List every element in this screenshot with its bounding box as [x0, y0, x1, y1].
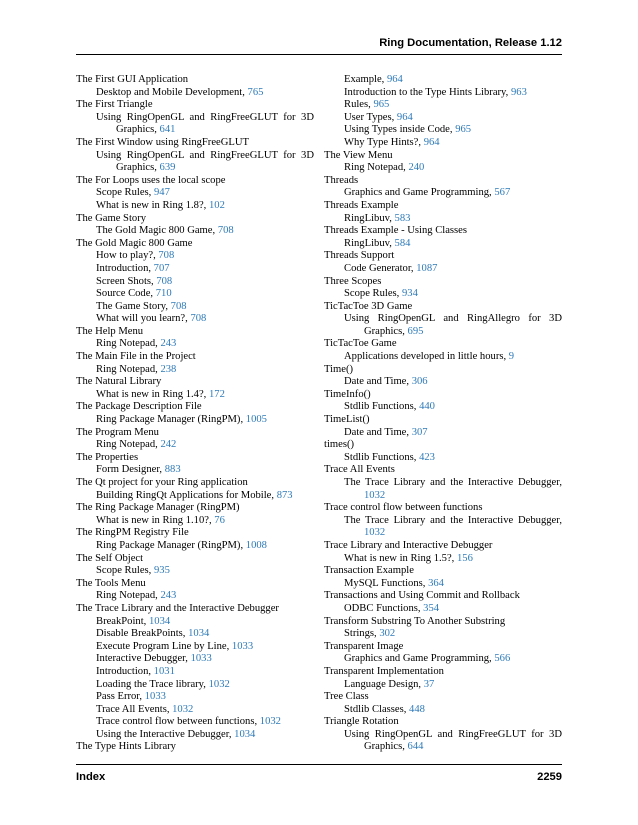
entry-text: Form Designer,	[96, 464, 165, 476]
entry-text: Transparent Image	[324, 640, 404, 652]
index-subentry	[324, 87, 562, 100]
page-link[interactable]: 1032	[364, 489, 386, 501]
entry-text: Stdlib Functions,	[344, 401, 420, 413]
page-link[interactable]: 9	[508, 351, 515, 363]
page-link[interactable]: 965	[455, 124, 472, 136]
index-subentry	[76, 150, 314, 175]
entry-text: Using the Interactive Debugger,	[96, 728, 235, 740]
document-title: Ring Documentation, Release 1.12	[379, 37, 562, 49]
entry-text: Ring Notepad,	[344, 162, 409, 174]
entry-text: The Main File in the Project	[76, 351, 196, 363]
index-subentry	[76, 628, 314, 641]
index-term	[324, 716, 562, 729]
entry-text: Using Types inside Code,	[344, 124, 456, 136]
page-link[interactable]: 873	[276, 489, 293, 501]
page-link[interactable]: 302	[379, 628, 396, 640]
page-link[interactable]: 641	[159, 124, 176, 136]
entry-text: Trace control flow between functions,	[96, 716, 260, 728]
index-subentry	[76, 112, 314, 137]
entry-text: ODBC Functions,	[344, 602, 424, 614]
page-link[interactable]: 708	[217, 225, 234, 237]
entry-text: Threads	[324, 174, 359, 186]
page-link[interactable]: 708	[190, 313, 207, 325]
index-term	[76, 527, 314, 540]
page-link[interactable]: 707	[153, 262, 170, 274]
index-subentry	[324, 515, 562, 540]
page-link[interactable]: 964	[396, 111, 413, 123]
page-header	[76, 36, 562, 55]
entry-text: Threads Example - Using Classes	[324, 225, 467, 237]
page-link[interactable]: 1034	[188, 628, 210, 640]
entry-text: The Self Object	[76, 552, 144, 564]
entry-text: Introduction to the Type Hints Library,	[344, 86, 511, 98]
page-link[interactable]: 639	[159, 162, 176, 174]
index-term	[324, 464, 562, 477]
index-subentry	[76, 679, 314, 692]
index-term	[324, 175, 562, 188]
entry-text: What will you learn?,	[96, 313, 191, 325]
index-term	[76, 741, 314, 754]
index-term	[76, 376, 314, 389]
index-term	[76, 603, 314, 616]
entry-text: Code Generator,	[344, 262, 417, 274]
page-link[interactable]: 306	[411, 376, 428, 388]
index-subentry	[76, 364, 314, 377]
entry-text: Screen Shots,	[96, 275, 157, 287]
entry-text: Three Scopes	[324, 275, 382, 287]
entry-text: The Natural Library	[76, 376, 162, 388]
entry-text: Ring Notepad,	[96, 338, 161, 350]
index-subentry	[76, 464, 314, 477]
index-subentry	[76, 301, 314, 314]
index-subentry	[76, 716, 314, 729]
index-term	[76, 74, 314, 87]
entry-text: Example,	[344, 74, 387, 85]
entry-text: Stdlib Functions,	[344, 451, 420, 463]
index-subentry	[324, 187, 562, 200]
page-link[interactable]: 1005	[245, 414, 267, 426]
index-subentry	[324, 351, 562, 364]
entry-text: RingLibuv,	[344, 212, 395, 224]
page-link[interactable]: 566	[494, 653, 511, 665]
page-link[interactable]: 695	[407, 325, 424, 337]
page-link[interactable]: 1032	[364, 527, 386, 539]
index-term	[76, 238, 314, 251]
index-subentry	[76, 641, 314, 654]
index-subentry	[76, 225, 314, 238]
page-footer	[76, 764, 562, 785]
index-subentry	[324, 452, 562, 465]
entry-text: TimeInfo()	[324, 388, 371, 400]
index-subentry	[76, 616, 314, 629]
index-subentry	[76, 313, 314, 326]
entry-text: TicTacToe Game	[324, 338, 397, 350]
index-term	[324, 414, 562, 427]
entry-text: Scope Rules,	[96, 187, 154, 199]
page-link[interactable]: 1034	[234, 728, 256, 740]
index-subentry	[324, 99, 562, 112]
index-subentry	[76, 276, 314, 289]
entry-text: Transparent Implementation	[324, 665, 444, 677]
index-term	[324, 565, 562, 578]
index-subentry	[76, 590, 314, 603]
entry-text: Applications developed in little hours,	[344, 351, 509, 363]
entry-text: Threads Support	[324, 250, 395, 262]
index-subentry	[76, 200, 314, 213]
index-term	[76, 452, 314, 465]
entry-text: BreakPoint,	[96, 615, 149, 627]
entry-text: The Qt project for your Ring application	[76, 477, 248, 488]
index-subentry	[324, 112, 562, 125]
page-link[interactable]: 238	[160, 363, 177, 375]
index-subentry	[76, 565, 314, 578]
index-column-left	[76, 74, 314, 754]
index-subentry	[324, 288, 562, 301]
index-term	[324, 389, 562, 402]
index-subentry	[324, 653, 562, 666]
page-link[interactable]: 172	[208, 388, 225, 400]
entry-text: Time()	[324, 363, 354, 375]
entry-text: The View Menu	[324, 149, 393, 161]
page-link[interactable]: 354	[423, 602, 440, 614]
index-subentry	[324, 74, 562, 87]
index-subentry	[76, 187, 314, 200]
entry-text: Using RingOpenGL and RingFreeGLUT for 3D Graphics,	[96, 149, 314, 174]
index-subentry	[76, 288, 314, 301]
index-subentry	[324, 238, 562, 251]
index-subentry	[324, 729, 562, 754]
entry-text: RingLibuv,	[344, 237, 395, 249]
index-subentry	[76, 263, 314, 276]
entry-text: Loading the Trace library,	[96, 678, 209, 690]
index-term	[324, 590, 562, 603]
index-subentry	[324, 679, 562, 692]
entry-text: Trace control flow between functions	[324, 502, 483, 514]
entry-text: Date and Time,	[344, 376, 412, 388]
page-link[interactable]: 1034	[148, 615, 171, 627]
entry-text: Introduction,	[96, 262, 154, 274]
entry-text: Language Design,	[344, 678, 424, 690]
index-subentry	[324, 376, 562, 389]
page-link[interactable]: 708	[156, 275, 173, 287]
index-term	[324, 616, 562, 629]
entry-text: What is new in Ring 1.5?,	[344, 552, 457, 564]
index-subentry	[76, 704, 314, 717]
index-term	[324, 150, 562, 163]
entry-text: Ring Notepad,	[96, 439, 161, 451]
page-link[interactable]: 708	[158, 250, 175, 262]
entry-text: Why Type Hints?,	[344, 136, 424, 148]
index-term	[324, 276, 562, 289]
page-link[interactable]: 584	[394, 237, 411, 249]
entry-text: User Types,	[344, 111, 397, 123]
footer-section-label: Index	[76, 771, 106, 783]
page-link[interactable]: 964	[423, 136, 440, 148]
entry-text: Transaction Example	[324, 565, 414, 577]
index-term	[76, 427, 314, 440]
index-term	[76, 213, 314, 226]
page-link[interactable]: 37	[423, 678, 435, 690]
index-subentry	[324, 124, 562, 137]
entry-text: The Properties	[76, 451, 139, 463]
index-subentry	[76, 87, 314, 100]
entry-text: Trace All Events,	[96, 703, 173, 715]
entry-text: Rules,	[344, 99, 374, 111]
entry-text: Building RingQt Applications for Mobile,	[96, 489, 277, 501]
index-term	[324, 301, 562, 314]
index-subentry	[324, 628, 562, 641]
index-term	[76, 401, 314, 414]
entry-text: MySQL Functions,	[344, 577, 429, 589]
page-link[interactable]: 243	[160, 338, 177, 350]
index-subentry	[324, 427, 562, 440]
entry-text: Disable BreakPoints,	[96, 628, 189, 640]
entry-text: Threads Example	[324, 199, 399, 211]
index-subentry	[76, 729, 314, 742]
index-subentry	[324, 704, 562, 717]
entry-text: What is new in Ring 1.8?,	[96, 199, 209, 211]
index-term	[324, 250, 562, 263]
index-term	[324, 364, 562, 377]
index-term	[76, 137, 314, 150]
entry-text: The For Loops uses the local scope	[76, 174, 226, 186]
entry-text: Transform Substring To Another Substring	[324, 615, 506, 627]
page-link[interactable]: 963	[510, 86, 527, 98]
page-link[interactable]: 102	[208, 199, 225, 211]
entry-text: Date and Time,	[344, 426, 412, 438]
page-link[interactable]: 1008	[245, 539, 267, 551]
page-number: 2259	[537, 771, 562, 783]
page-link[interactable]: 583	[394, 212, 411, 224]
page-link[interactable]: 883	[164, 464, 181, 476]
entry-text: The First Window using RingFreeGLUT	[76, 136, 249, 148]
page-link[interactable]: 765	[247, 86, 264, 98]
entry-text: Ring Notepad,	[96, 590, 161, 602]
entry-text: The Trace Library and the Interactive Debugger	[76, 602, 279, 614]
index-column-right	[324, 74, 562, 754]
entry-text: Scope Rules,	[96, 565, 154, 577]
page-link[interactable]: 1031	[153, 665, 175, 677]
entry-text: What is new in Ring 1.10?,	[96, 514, 215, 526]
index-subentry	[76, 666, 314, 679]
entry-text: The Game Story,	[96, 300, 171, 312]
index-term	[324, 641, 562, 654]
page-link[interactable]: 1087	[416, 262, 438, 274]
entry-text: The First GUI Application	[76, 74, 189, 85]
entry-text: The Gold Magic 800 Game	[76, 237, 193, 249]
entry-text: Pass Error,	[96, 691, 145, 703]
page-link[interactable]: 1032	[259, 716, 281, 728]
page-link[interactable]: 1033	[144, 691, 166, 703]
entry-text: Introduction,	[96, 665, 154, 677]
entry-text: The Tools Menu	[76, 577, 146, 589]
page-link[interactable]: 242	[160, 439, 177, 451]
index-term	[76, 502, 314, 515]
entry-text: Execute Program Line by Line,	[96, 640, 232, 652]
index-subentry	[324, 401, 562, 414]
page-link[interactable]: 440	[419, 401, 435, 413]
page-link[interactable]: 1032	[208, 678, 230, 690]
page-link[interactable]: 423	[419, 451, 435, 463]
page-link[interactable]: 710	[155, 288, 172, 300]
entry-text: How to play?,	[96, 250, 159, 262]
entry-text: Scope Rules,	[344, 288, 402, 300]
page-link[interactable]: 156	[456, 552, 473, 564]
index-term	[76, 351, 314, 364]
index-subentry	[324, 603, 562, 616]
index-term	[76, 99, 314, 112]
page-link[interactable]: 364	[428, 577, 444, 589]
entry-text: Using RingOpenGL and RingFreeGLUT for 3D Graphics,	[96, 111, 314, 136]
page-link[interactable]: 708	[170, 300, 187, 312]
page-link[interactable]: 243	[160, 590, 177, 602]
page-link[interactable]: 935	[153, 565, 170, 577]
entry-text: Transactions and Using Commit and Rollback	[324, 590, 520, 602]
index-subentry	[76, 540, 314, 553]
entry-text: TimeList()	[324, 414, 370, 426]
index-subentry	[76, 414, 314, 427]
entry-text: The Ring Package Manager (RingPM)	[76, 502, 240, 514]
page-link[interactable]: 934	[401, 288, 418, 300]
index-subentry	[76, 338, 314, 351]
index-term	[324, 439, 562, 452]
index-subentry	[324, 578, 562, 591]
page-link[interactable]: 448	[409, 703, 425, 715]
index-term	[76, 553, 314, 566]
page-link[interactable]: 964	[386, 74, 403, 85]
entry-text: Tree Class	[324, 691, 369, 703]
index-subentry	[324, 313, 562, 338]
index-subentry	[324, 263, 562, 276]
index-term	[324, 200, 562, 213]
index-term	[76, 477, 314, 490]
entry-text: Ring Notepad,	[96, 363, 161, 375]
index-term	[324, 502, 562, 515]
index-term	[324, 338, 562, 351]
entry-text: Trace Library and Interactive Debugger	[324, 539, 493, 551]
page-link[interactable]: 965	[373, 99, 390, 111]
page-link[interactable]: 1032	[172, 703, 194, 715]
index-subentry	[76, 439, 314, 452]
index-term	[324, 540, 562, 553]
page-link[interactable]: 567	[494, 187, 511, 199]
entry-text: Using RingOpenGL and RingAllegro for 3D Graphics,	[344, 313, 562, 337]
entry-text: TicTacToe 3D Game	[324, 300, 413, 312]
entry-text: The First Triangle	[76, 99, 153, 111]
entry-text: Interactive Debugger,	[96, 653, 191, 665]
index-term	[76, 175, 314, 188]
page-link[interactable]: 644	[407, 741, 424, 753]
entry-text: The Trace Library and the Interactive Debugger,	[344, 477, 562, 488]
index-subentry	[324, 213, 562, 226]
page-link[interactable]: 76	[214, 514, 225, 526]
entry-text: Desktop and Mobile Development,	[96, 86, 248, 98]
entry-text: The Game Story	[76, 212, 147, 224]
entry-text: Using RingOpenGL and RingFreeGLUT for 3D Graphics,	[344, 728, 562, 753]
entry-text: The Trace Library and the Interactive Debugger,	[344, 514, 562, 526]
index-subentry	[324, 553, 562, 566]
index-subentry	[76, 250, 314, 263]
index-subentry	[76, 653, 314, 666]
index-subentry	[324, 137, 562, 150]
entry-text: The RingPM Registry File	[76, 527, 189, 539]
page-link[interactable]: 1033	[190, 653, 212, 665]
index-term	[76, 326, 314, 339]
entry-text: Source Code,	[96, 288, 156, 300]
entry-text: Ring Package Manager (RingPM),	[96, 414, 246, 426]
index-subentry	[76, 691, 314, 704]
index-subentry	[76, 389, 314, 402]
entry-text: The Help Menu	[76, 325, 144, 337]
page-link[interactable]: 1033	[231, 640, 254, 652]
entry-text: Graphics and Game Programming,	[344, 653, 495, 665]
index-subentry	[76, 490, 314, 503]
entry-text: The Program Menu	[76, 426, 159, 438]
index-subentry	[76, 515, 314, 528]
entry-text: The Package Description File	[76, 401, 202, 413]
entry-text: The Gold Magic 800 Game,	[96, 225, 218, 237]
entry-text: Trace All Events	[324, 464, 395, 476]
entry-text: Graphics and Game Programming,	[344, 187, 495, 199]
entry-text: Stdlib Classes,	[344, 703, 410, 715]
entry-text: Ring Package Manager (RingPM),	[96, 539, 246, 551]
entry-text: times()	[324, 439, 355, 451]
index-subentry	[324, 162, 562, 175]
entry-text: Triangle Rotation	[324, 716, 399, 728]
index-term	[324, 691, 562, 704]
entry-text: The Type Hints Library	[76, 741, 176, 753]
index-term	[76, 578, 314, 591]
page-link[interactable]: 240	[408, 162, 425, 174]
index-subentry	[324, 477, 562, 502]
index-term	[324, 225, 562, 238]
page-link[interactable]: 947	[153, 187, 170, 199]
entry-text: What is new in Ring 1.4?,	[96, 388, 209, 400]
entry-text: Strings,	[344, 628, 380, 640]
page-link[interactable]: 307	[411, 426, 428, 438]
index-term	[324, 666, 562, 679]
